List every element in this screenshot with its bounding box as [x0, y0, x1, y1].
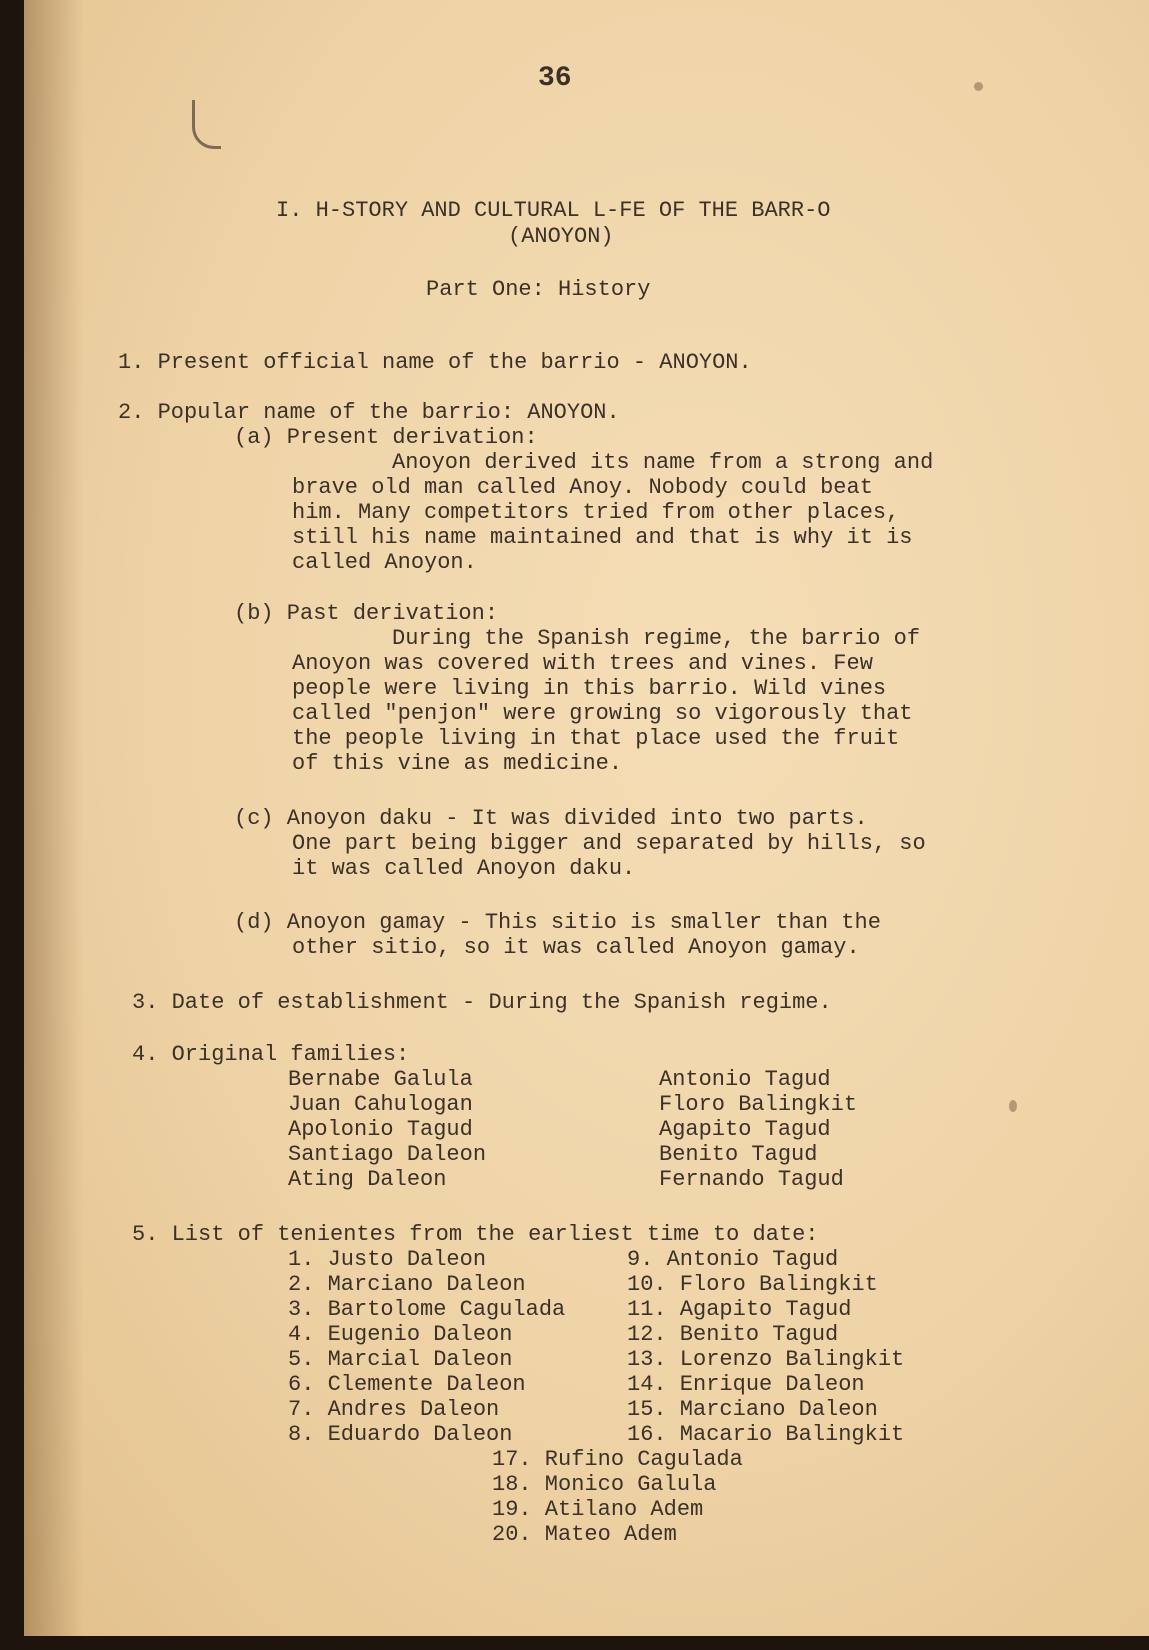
item-2c-line: (c) Anoyon daku - It was divided into two parts. [234, 806, 868, 831]
item-2b-line: During the Spanish regime, the barrio of [392, 626, 921, 651]
teniente-left: 8. Eduardo Daleon [288, 1422, 513, 1447]
title-line-2: (ANOYON) [508, 224, 614, 249]
teniente-left: 1. Justo Daleon [288, 1247, 487, 1272]
item-2a-line: brave old man called Anoy. Nobody could beat [292, 475, 873, 500]
family-right: Floro Balingkit [659, 1092, 858, 1117]
teniente-left: 2. Marciano Daleon [288, 1272, 526, 1297]
item-2b-line: the people living in that place used the fruit [292, 726, 900, 751]
item-2a-label: (a) Present derivation: [234, 425, 538, 450]
family-left: Ating Daleon [288, 1167, 447, 1192]
paper-speck [974, 82, 983, 91]
title-line-1: I. H-STORY AND CULTURAL L-FE OF THE BARR-O [276, 198, 831, 223]
teniente-right: 11. Agapito Tagud [627, 1297, 852, 1322]
item-2b-line: Anoyon was covered with trees and vines. Few [292, 651, 873, 676]
pencil-mark [192, 100, 221, 149]
teniente-bottom: 18. Monico Galula [492, 1472, 717, 1497]
teniente-right: 10. Floro Balingkit [627, 1272, 878, 1297]
item-2: 2. Popular name of the barrio: ANOYON. [118, 400, 620, 425]
paper-speck [1009, 1100, 1017, 1112]
item-5: 5. List of tenientes from the earliest time to date: [132, 1222, 819, 1247]
page-bottom-edge [24, 1636, 1149, 1650]
family-right: Benito Tagud [659, 1142, 818, 1167]
family-right: Antonio Tagud [659, 1067, 831, 1092]
teniente-right: 15. Marciano Daleon [627, 1397, 878, 1422]
item-2b-line: of this vine as medicine. [292, 751, 623, 776]
item-2c-line: One part being bigger and separated by hills, so [292, 831, 926, 856]
teniente-left: 5. Marcial Daleon [288, 1347, 513, 1372]
page-number: 36 [538, 63, 572, 94]
item-2a-line: him. Many competitors tried from other places, [292, 500, 900, 525]
teniente-left: 7. Andres Daleon [288, 1397, 500, 1422]
family-right: Agapito Tagud [659, 1117, 831, 1142]
item-2a-line: Anoyon derived its name from a strong and [392, 450, 934, 475]
item-3: 3. Date of establishment - During the Spanish regime. [132, 990, 832, 1015]
item-4: 4. Original families: [132, 1042, 410, 1067]
teniente-right: 12. Benito Tagud [627, 1322, 839, 1347]
item-1: 1. Present official name of the barrio - ANOYON. [118, 350, 752, 375]
family-right: Fernando Tagud [659, 1167, 844, 1192]
family-left: Santiago Daleon [288, 1142, 487, 1167]
teniente-bottom: 19. Atilano Adem [492, 1497, 704, 1522]
teniente-bottom: 20. Mateo Adem [492, 1522, 677, 1547]
item-2a-line: called Anoyon. [292, 550, 477, 575]
part-heading: Part One: History [426, 277, 651, 302]
teniente-left: 3. Bartolome Cagulada [288, 1297, 566, 1322]
family-left: Apolonio Tagud [288, 1117, 473, 1142]
teniente-left: 4. Eugenio Daleon [288, 1322, 513, 1347]
teniente-right: 16. Macario Balingkit [627, 1422, 905, 1447]
item-2d-line: (d) Anoyon gamay - This sitio is smaller than the [234, 910, 881, 935]
item-2b-label: (b) Past derivation: [234, 601, 499, 626]
item-2d-line: other sitio, so it was called Anoyon gamay. [292, 935, 860, 960]
teniente-left: 6. Clemente Daleon [288, 1372, 526, 1397]
family-left: Bernabe Galula [288, 1067, 473, 1092]
teniente-bottom: 17. Rufino Cagulada [492, 1447, 743, 1472]
item-2b-line: called "penjon" were growing so vigorously that [292, 701, 913, 726]
teniente-right: 13. Lorenzo Balingkit [627, 1347, 905, 1372]
family-left: Juan Cahulogan [288, 1092, 473, 1117]
item-2a-line: still his name maintained and that is why it is [292, 525, 913, 550]
document-page [24, 0, 1149, 1650]
teniente-right: 9. Antonio Tagud [627, 1247, 839, 1272]
item-2b-line: people were living in this barrio. Wild vines [292, 676, 887, 701]
item-2c-line: it was called Anoyon daku. [292, 856, 636, 881]
teniente-right: 14. Enrique Daleon [627, 1372, 865, 1397]
